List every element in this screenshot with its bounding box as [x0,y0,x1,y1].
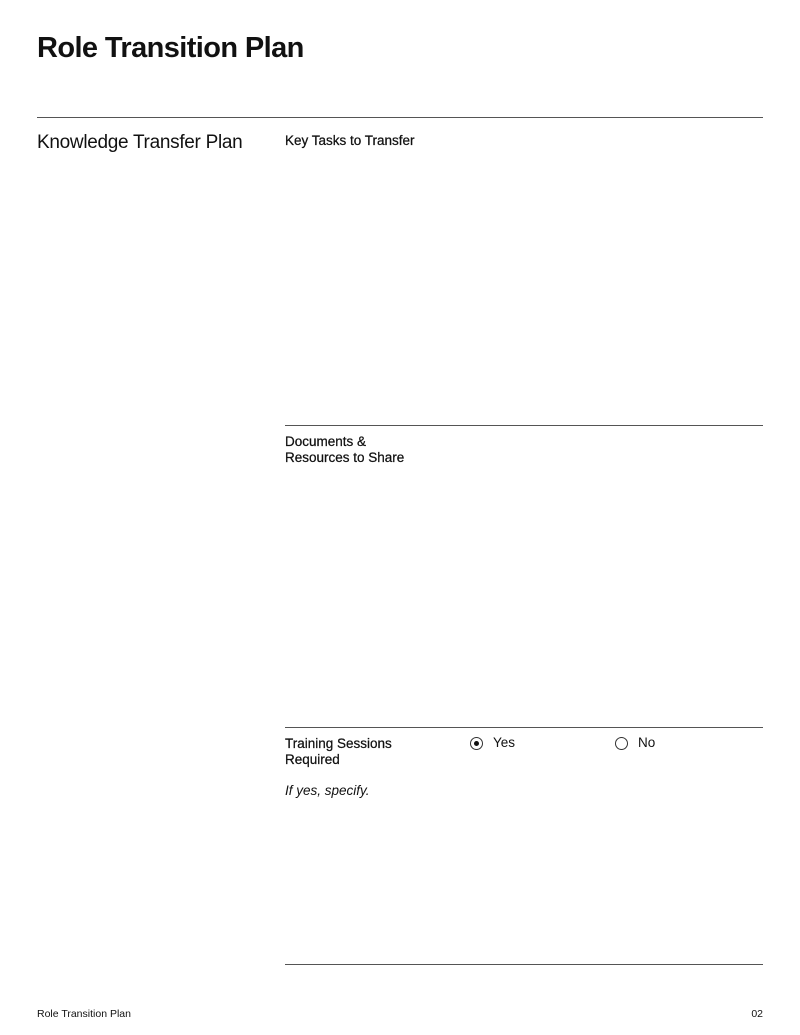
header-divider [37,117,763,118]
footer-title: Role Transition Plan [37,1008,131,1020]
radio-unselected-icon[interactable] [615,737,628,750]
key-tasks-field[interactable] [285,155,763,417]
training-no-radio[interactable] [615,735,655,751]
training-hint: If yes, specify. [285,783,370,798]
field-divider [285,425,763,426]
page-number: 02 [751,1008,763,1020]
radio-label-yes: Yes [493,735,516,750]
training-specify-field[interactable] [285,808,763,958]
training-label: Training Sessions Required [285,736,392,767]
documents-label: Documents & Resources to Share [285,434,405,465]
radio-label-no: No [638,735,656,750]
documents-field[interactable] [285,472,763,720]
key-tasks-label: Key Tasks to Transfer [285,133,415,148]
field-divider [285,727,763,728]
radio-selected-icon[interactable] [470,737,483,750]
page-title: Role Transition Plan [37,32,304,64]
training-yes-radio[interactable] [470,735,515,751]
field-divider [285,964,763,965]
section-title: Knowledge Transfer Plan [37,132,243,153]
